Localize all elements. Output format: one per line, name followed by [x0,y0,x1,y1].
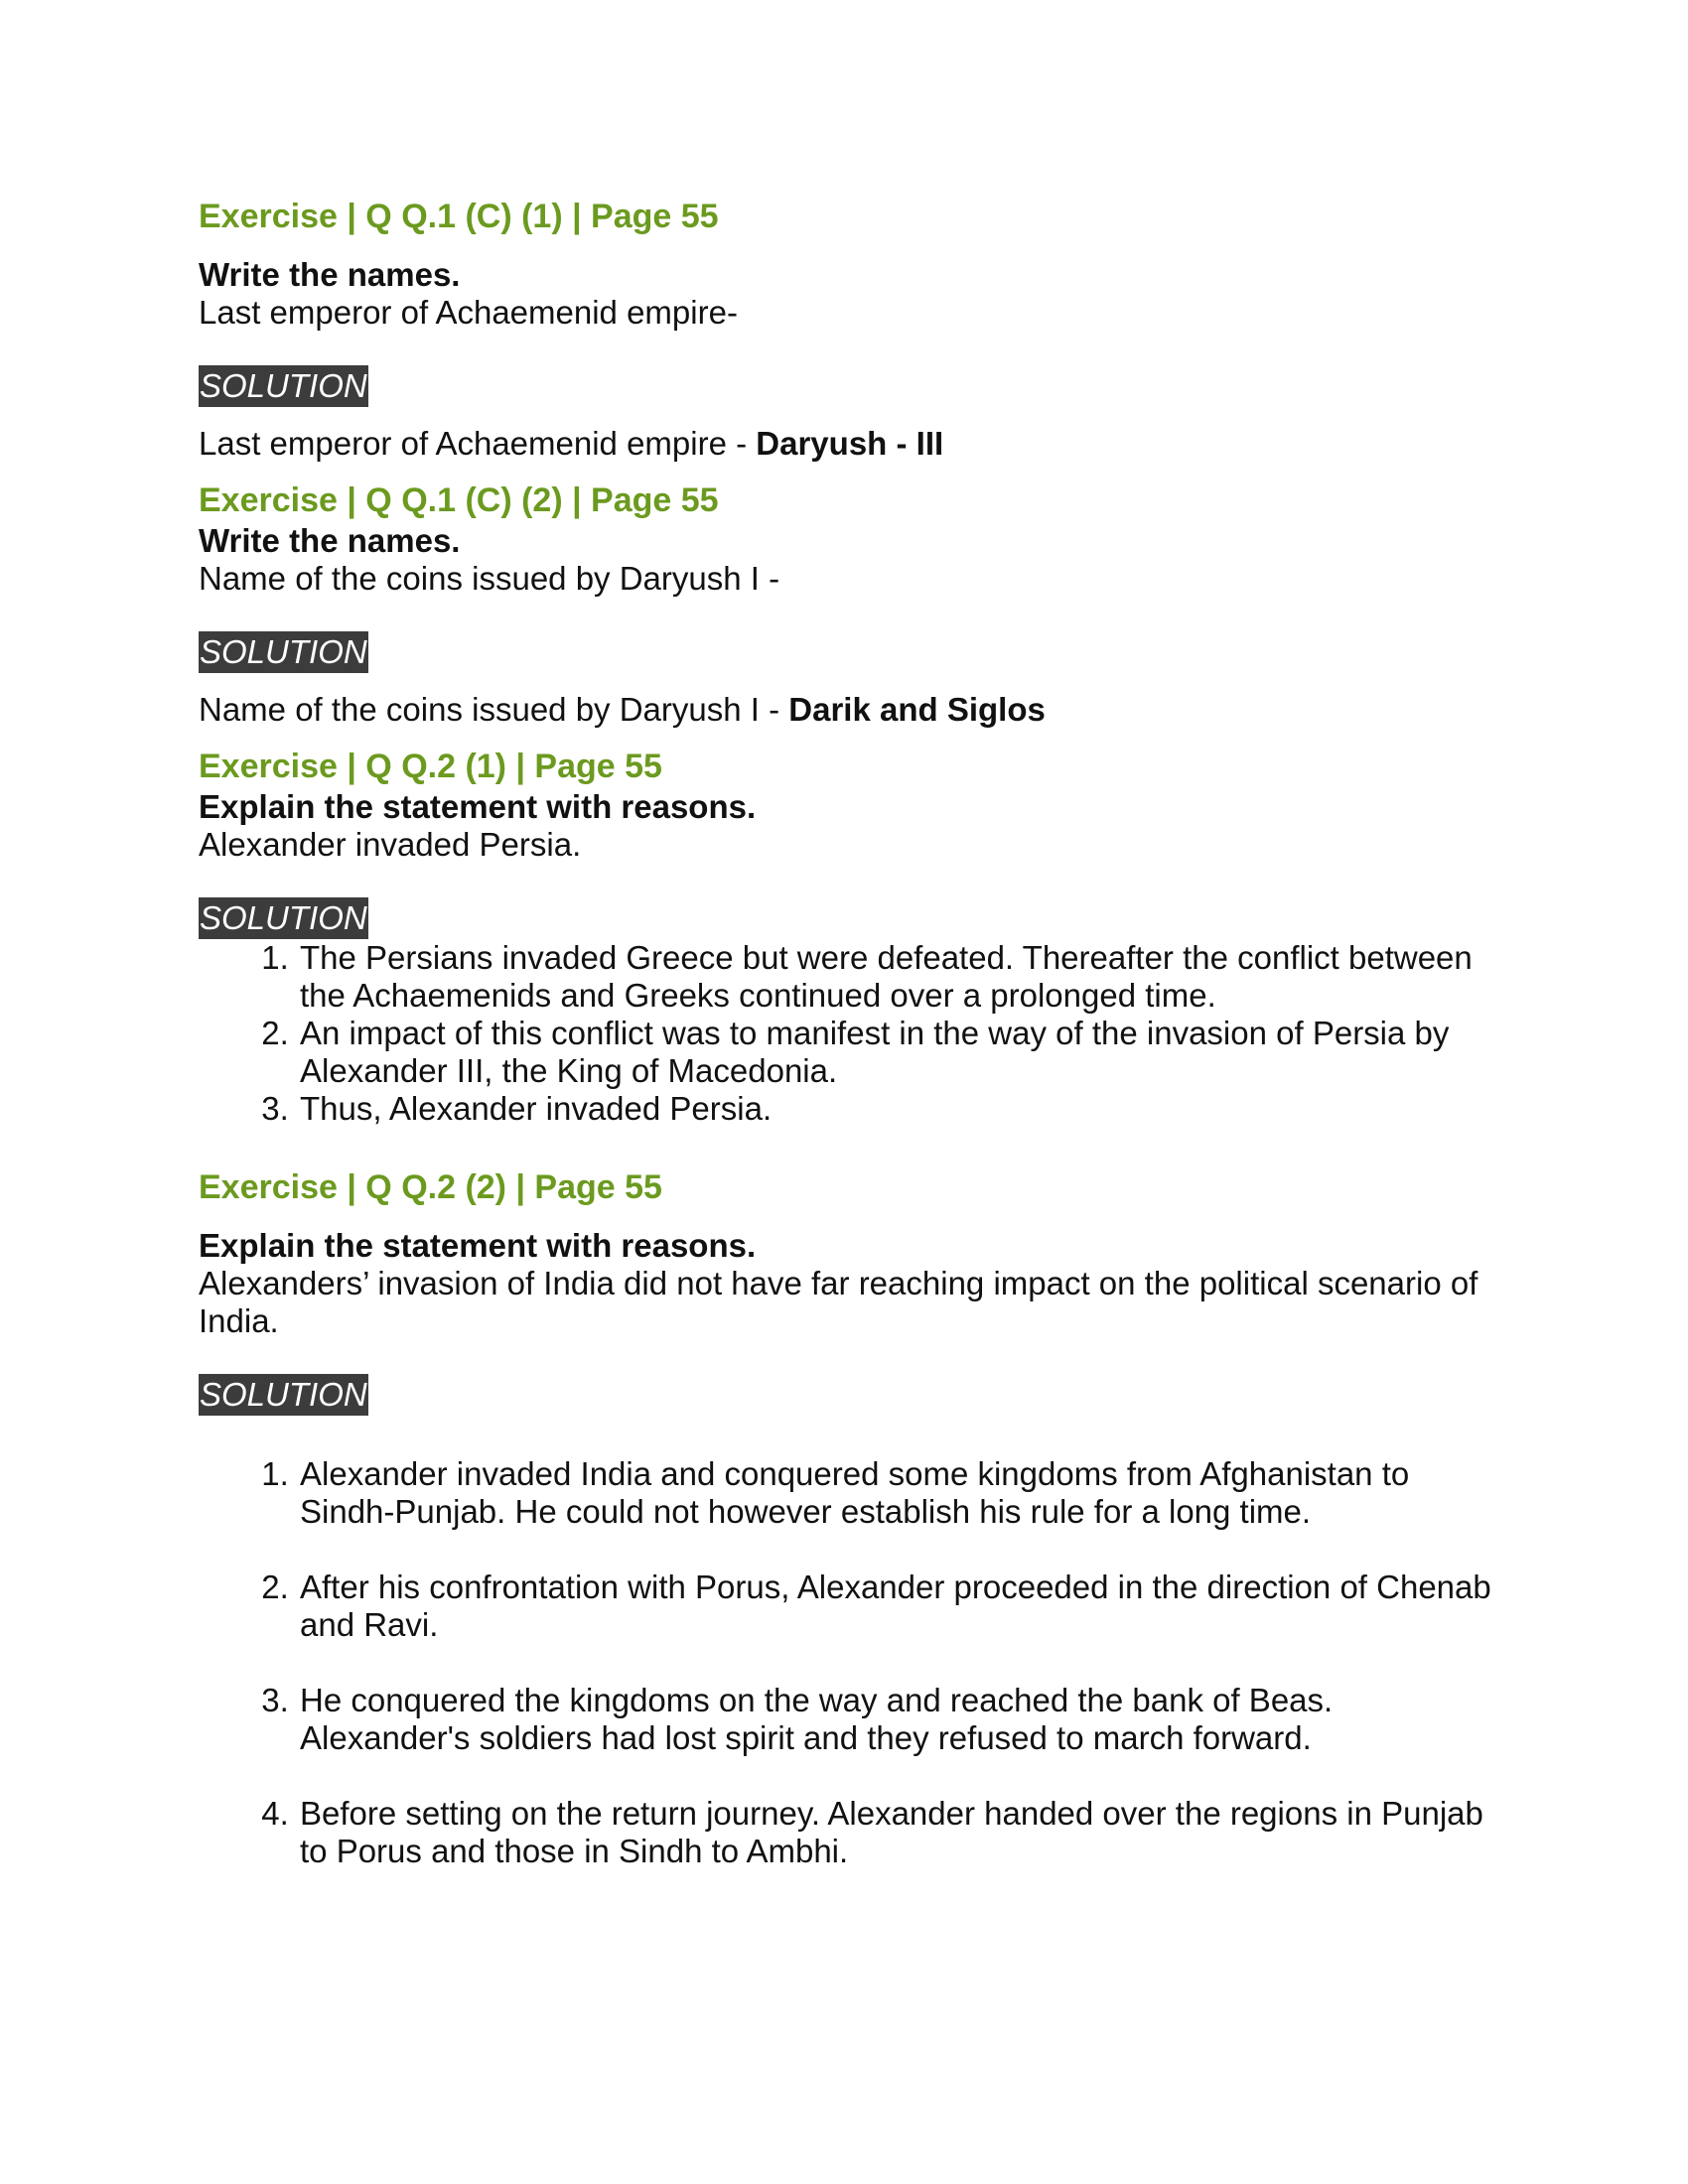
list-item: 4. Before setting on the return journey. Alexander handed over the regions in Punjab to Porus and those in Sindh to Ambhi. [298,1795,1509,1870]
solution-answer [199,691,1509,729]
exercise-block-1 [199,195,1509,463]
solution-list [199,939,1509,1128]
list-item: 2. After his confrontation with Porus, Alexander proceeded in the direction of Chenab and Ravi. [298,1569,1509,1644]
list-item: 1. The Persians invaded Greece but were defeated. Thereafter the conflict between the Achaemenids and Greeks continued over a prolonged time. [298,939,1509,1015]
question-text: Alexanders’ invasion of India did not have far reaching impact on the political scenario of India. [199,1265,1478,1339]
solution-badge: SOLUTION [199,1374,368,1416]
solution-badge: SOLUTION [199,365,368,407]
exercise-block-2 [199,478,1509,729]
solution-badge: SOLUTION [199,631,368,673]
exercise-block-4 [199,1165,1509,1870]
answer-prefix: Name of the coins issued by Daryush I - [199,691,789,728]
exercise-block-3 [199,745,1509,1128]
question-instruction: Explain the statement with reasons. [199,788,757,825]
list-item: 2. An impact of this conflict was to manifest in the way of the invasion of Persia by Alexander III, the King of Macedonia. [298,1015,1509,1090]
list-item: 3. He conquered the kingdoms on the way and reached the bank of Beas. Alexander's soldiers had lost spirit and they refused to march forward. [298,1682,1509,1757]
question-text: Alexander invaded Persia. [199,826,582,863]
question-instruction: Write the names. [199,256,461,293]
answer-bold: Daryush - III [756,425,944,462]
list-item: 1. Alexander invaded India and conquered some kingdoms from Afghanistan to Sindh-Punjab. He could not however establish his rule for a long time. [298,1455,1509,1531]
document-page [199,195,1509,1908]
solution-answer [199,425,1509,463]
question-text: Last emperor of Achaemenid empire- [199,294,738,331]
solution-list [199,1455,1509,1870]
exercise-heading: Exercise | Q Q.1 (C) (1) | Page 55 [199,198,719,235]
list-item: 3. Thus, Alexander invaded Persia. [298,1090,1509,1128]
exercise-heading: Exercise | Q Q.2 (1) | Page 55 [199,748,662,785]
answer-bold: Darik and Siglos [788,691,1046,728]
solution-badge: SOLUTION [199,897,368,939]
question-instruction: Write the names. [199,522,461,559]
exercise-heading: Exercise | Q Q.2 (2) | Page 55 [199,1168,662,1206]
answer-prefix: Last emperor of Achaemenid empire - [199,425,757,462]
exercise-heading: Exercise | Q Q.1 (C) (2) | Page 55 [199,481,719,519]
question-instruction: Explain the statement with reasons. [199,1227,757,1264]
question-text: Name of the coins issued by Daryush I - [199,560,780,597]
